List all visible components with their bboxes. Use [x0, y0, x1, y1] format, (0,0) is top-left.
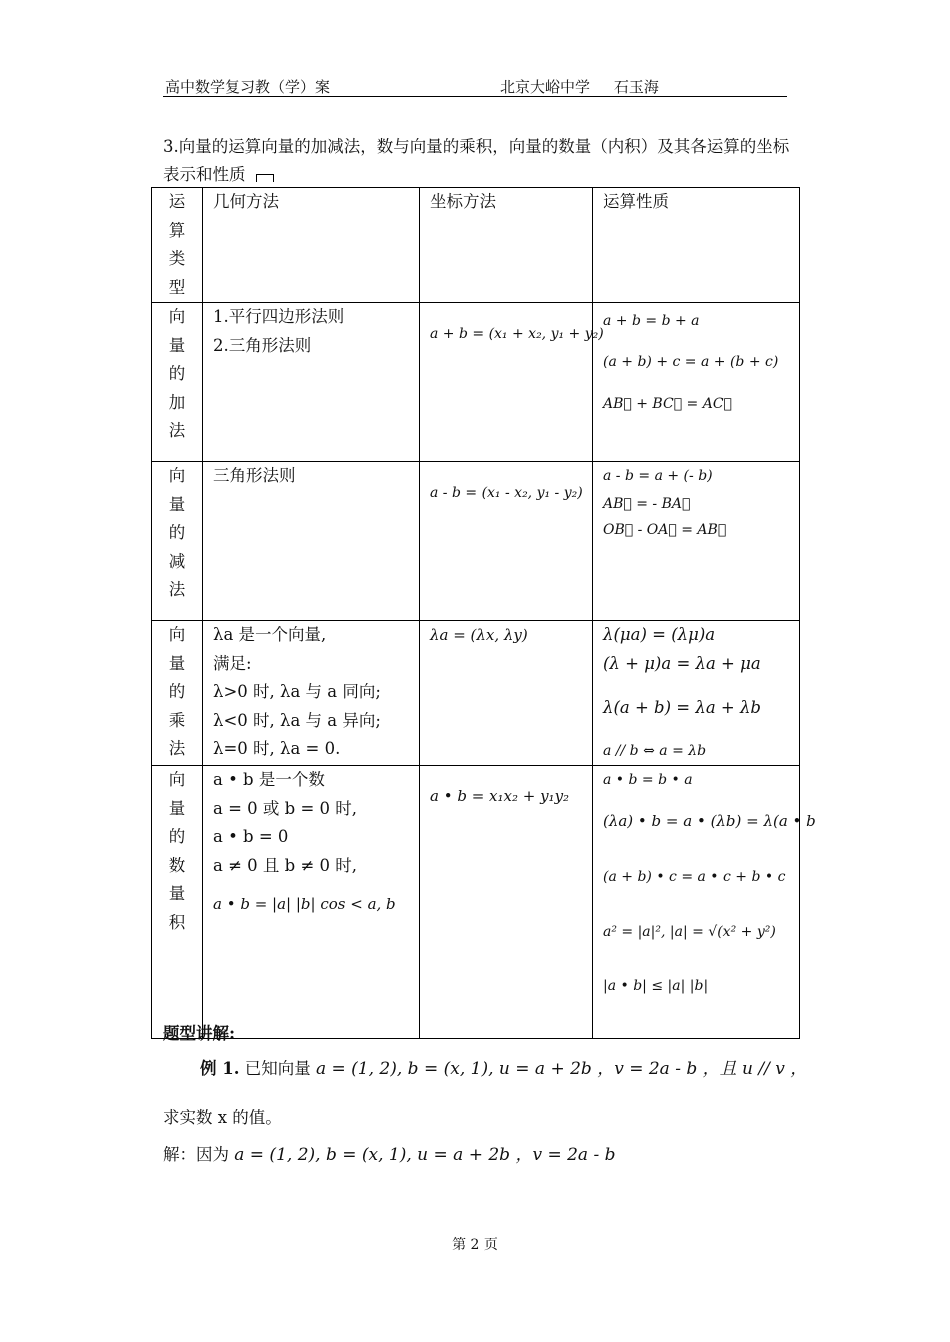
type-char: 运 [168, 192, 186, 211]
header-left-title: 高中数学复习教（学）案 [165, 78, 331, 96]
type-char: 量 [168, 884, 186, 903]
solution [163, 1140, 616, 1165]
type-char: 量 [168, 798, 186, 818]
geometry-line: a • b = |a| |b| cos < a, b [213, 895, 396, 913]
coord-cell [420, 621, 593, 766]
example-math: a = (1, 2), b = (x, 1), u = a + 2b ，v = 2a - b ，且 u // v ， [315, 1059, 808, 1079]
props-cell [593, 766, 816, 1039]
property-line: λ(μa) = (λμ)a [603, 625, 716, 644]
type-cell [152, 462, 203, 621]
geometry-cell [203, 303, 420, 462]
geometry-line: a = 0 或 b = 0 时, [213, 798, 358, 818]
type-char: 向 [168, 770, 186, 789]
props-cell [593, 621, 800, 766]
property-line: AB⃗ + BC⃗ = AC⃗ [603, 396, 732, 412]
header-type [152, 188, 202, 302]
geometry-line: a ≠ 0 且 b ≠ 0 时, [213, 855, 358, 875]
coord-cell [420, 462, 593, 621]
type-char: 乘 [168, 710, 186, 730]
geometry-line: a • b = 0 [213, 827, 289, 846]
table-row-addition [152, 303, 800, 462]
vector-operations-table [151, 187, 816, 1039]
header-right-school: 北京大峪中学 石玉海 [500, 78, 659, 96]
property-line: AB⃗ = - BA⃗ [603, 495, 691, 512]
solution-label: 解：因为 [163, 1145, 229, 1164]
geometry-line: a • b 是一个数 [213, 770, 325, 789]
page-number: 第 2 页 [452, 1237, 498, 1253]
coord-formula: a - b = (x₁ - x₂, y₁ - y₂) [430, 485, 583, 501]
table-row-subtraction [152, 462, 800, 621]
type-cell [152, 303, 203, 462]
geometry-line: 三角形法则 [213, 466, 296, 485]
property-line: |a • b| ≤ |a| |b| [603, 978, 709, 994]
geometry-line: 满足: [213, 653, 252, 673]
header-coordinate: 坐标方法 [420, 188, 593, 303]
header-type-cell [152, 188, 203, 303]
type-char: 向 [168, 466, 186, 485]
geometry-cell [203, 766, 420, 1039]
geometry-line: λa 是一个向量, [213, 625, 327, 644]
header-geometry: 几何方法 [203, 188, 420, 303]
type-cell [152, 621, 203, 766]
props-cell [593, 303, 800, 462]
type-label [152, 303, 202, 446]
property-line: λ(a + b) = λa + λb [603, 698, 761, 717]
type-char: 的 [168, 523, 186, 542]
type-char: 向 [168, 307, 186, 326]
type-char: 的 [168, 682, 186, 701]
geometry-line: λ>0 时, λa 与 a 同向; [213, 682, 381, 701]
property-line: (a + b) + c = a + (b + c) [603, 353, 779, 370]
type-char: 积 [168, 912, 186, 932]
type-char: 法 [168, 421, 186, 440]
return-mark-icon [256, 174, 274, 182]
header-rule [163, 96, 787, 97]
type-char: 类 [168, 249, 186, 268]
geometry-line: 2.三角形法则 [213, 335, 312, 355]
geometry-line: 1.平行四边形法则 [213, 307, 345, 326]
coord-formula: a • b = x₁x₂ + y₁y₂ [430, 787, 570, 805]
props-cell [593, 462, 800, 621]
geometry-line: λ=0 时, λa = 0. [213, 739, 341, 758]
coord-cell [420, 766, 593, 1039]
type-char: 加 [168, 392, 186, 412]
geometry-cell [203, 621, 420, 766]
type-cell [152, 766, 203, 1039]
intro-text: 3.向量的运算向量的加减法，数与向量的乘积，向量的数量（内积）及其各运算的坐标表示和性质 [163, 137, 790, 184]
type-char: 的 [168, 827, 186, 846]
table-row-scalar-multiplication [152, 621, 800, 766]
intro-paragraph [163, 133, 793, 189]
type-char: 的 [168, 364, 186, 383]
type-char: 数 [168, 855, 186, 875]
coord-formula: λa = (λx, λy) [430, 626, 528, 644]
geometry-cell [203, 462, 420, 621]
type-char: 法 [168, 739, 186, 758]
table-row-dot-product [152, 766, 800, 1039]
type-char: 量 [168, 335, 186, 355]
property-line: (λ + μ)a = λa + μa [603, 653, 761, 673]
type-char: 算 [168, 220, 186, 240]
property-line: a² = |a|², |a| = √(x² + y²) [603, 923, 776, 940]
type-char: 量 [168, 494, 186, 514]
example-text: 已知向量 [244, 1059, 311, 1078]
property-line: a • b = b • a [603, 772, 693, 788]
solution-math: a = (1, 2), b = (x, 1), u = a + 2b ，v = 2a - b [234, 1145, 616, 1165]
property-line: a - b = a + (- b) [603, 468, 713, 484]
example-1 [200, 1054, 807, 1079]
type-char: 减 [168, 551, 186, 571]
example-label: 例 1. [200, 1059, 240, 1078]
property-line: a + b = b + a [603, 313, 700, 329]
example-question: 求实数 x 的值。 [163, 1108, 282, 1127]
type-label [152, 766, 202, 937]
property-line: (λa) • b = a • (λb) = λ(a • b [603, 811, 816, 830]
property-line: OB⃗ - OA⃗ = AB⃗ [603, 521, 727, 538]
type-label [152, 462, 202, 605]
type-char: 法 [168, 580, 186, 599]
coord-formula: a + b = (x₁ + x₂, y₁ + y₂) [430, 326, 604, 342]
type-char: 向 [168, 625, 186, 644]
property-line: a // b ⇔ a = λb [603, 742, 707, 759]
property-line: (a + b) • c = a • c + b • c [603, 869, 786, 885]
geometry-line: λ<0 时, λa 与 a 异向; [213, 710, 381, 730]
header-properties: 运算性质 [593, 188, 800, 303]
type-label [152, 621, 202, 764]
table-header-row [152, 188, 800, 303]
coord-cell [420, 303, 604, 462]
section-title: 题型讲解: [163, 1024, 236, 1043]
type-char: 型 [168, 277, 186, 297]
type-char: 量 [168, 653, 186, 673]
